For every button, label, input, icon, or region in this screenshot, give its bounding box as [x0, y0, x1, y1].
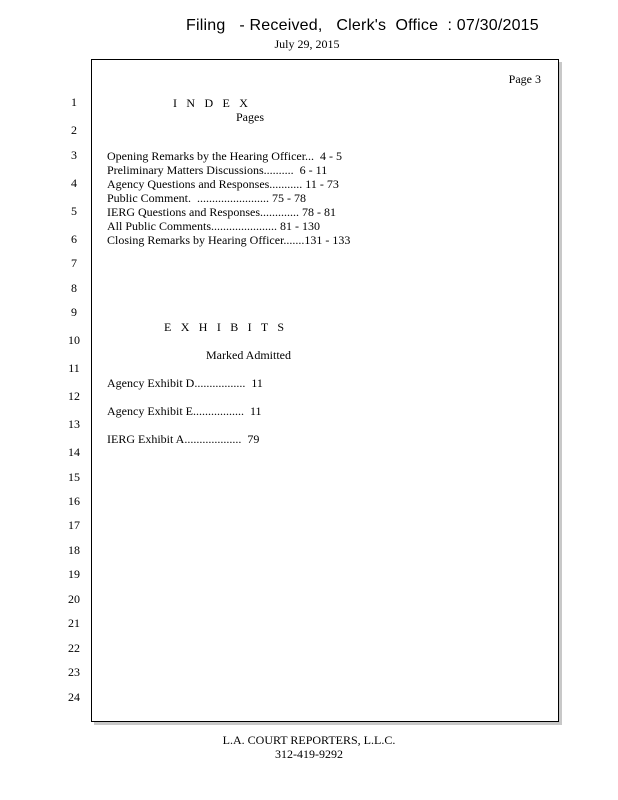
- line-number: 10: [68, 333, 80, 347]
- line-number: 23: [68, 665, 80, 679]
- line-number: 4: [71, 176, 77, 190]
- index-entry: Closing Remarks by Hearing Officer.......131 - 133: [107, 233, 351, 247]
- line-number: 11: [68, 361, 80, 375]
- exhibits-columns-label: Marked Admitted: [206, 348, 291, 362]
- filing-stamp: Filing - Received, Clerk's Office : 07/30/2015: [186, 17, 539, 34]
- exhibit-entry: Agency Exhibit E................. 11: [107, 404, 262, 418]
- index-pages-label: Pages: [236, 110, 264, 124]
- footer-phone: 312-419-9292: [275, 747, 343, 761]
- index-entry: All Public Comments...................... 81 - 130: [107, 219, 320, 233]
- line-number: 18: [68, 543, 80, 557]
- index-entry: Opening Remarks by the Hearing Officer... 4 - 5: [107, 149, 343, 163]
- line-number: 17: [68, 518, 80, 532]
- exhibit-entry: Agency Exhibit D................. 11: [107, 376, 263, 390]
- index-entry: Preliminary Matters Discussions.......... 6 - 11: [107, 163, 328, 177]
- index-entry: IERG Questions and Responses............. 78 - 81: [107, 205, 336, 219]
- footer-company: L.A. COURT REPORTERS, L.L.C.: [222, 733, 396, 747]
- line-number: 2: [71, 123, 77, 137]
- index-entry: Agency Questions and Responses........... 11 - 73: [107, 177, 339, 191]
- line-number: 12: [68, 389, 80, 403]
- transcript-page: [91, 59, 559, 722]
- exhibits-title: E X H I B I T S: [164, 320, 288, 334]
- line-number: 24: [68, 690, 80, 704]
- line-number: 5: [71, 204, 77, 218]
- line-number: 15: [68, 470, 80, 484]
- line-number: 19: [68, 567, 80, 581]
- line-number: 16: [68, 494, 80, 508]
- index-title: I N D E X: [173, 96, 252, 110]
- exhibit-entry: IERG Exhibit A................... 79: [107, 432, 260, 446]
- line-number: 1: [71, 95, 77, 109]
- line-number: 8: [71, 281, 77, 295]
- transcript-date: July 29, 2015: [274, 37, 340, 51]
- line-number: 9: [71, 305, 77, 319]
- line-number: 13: [68, 417, 80, 431]
- line-number: 7: [71, 256, 77, 270]
- line-number: 22: [68, 641, 80, 655]
- page-number: Page 3: [508, 72, 541, 86]
- line-number: 6: [71, 232, 77, 246]
- line-number: 14: [68, 445, 80, 459]
- index-entry: Public Comment. ........................ 75 - 78: [107, 191, 306, 205]
- line-number: 20: [68, 592, 80, 606]
- line-number: 21: [68, 616, 80, 630]
- line-number: 3: [71, 148, 77, 162]
